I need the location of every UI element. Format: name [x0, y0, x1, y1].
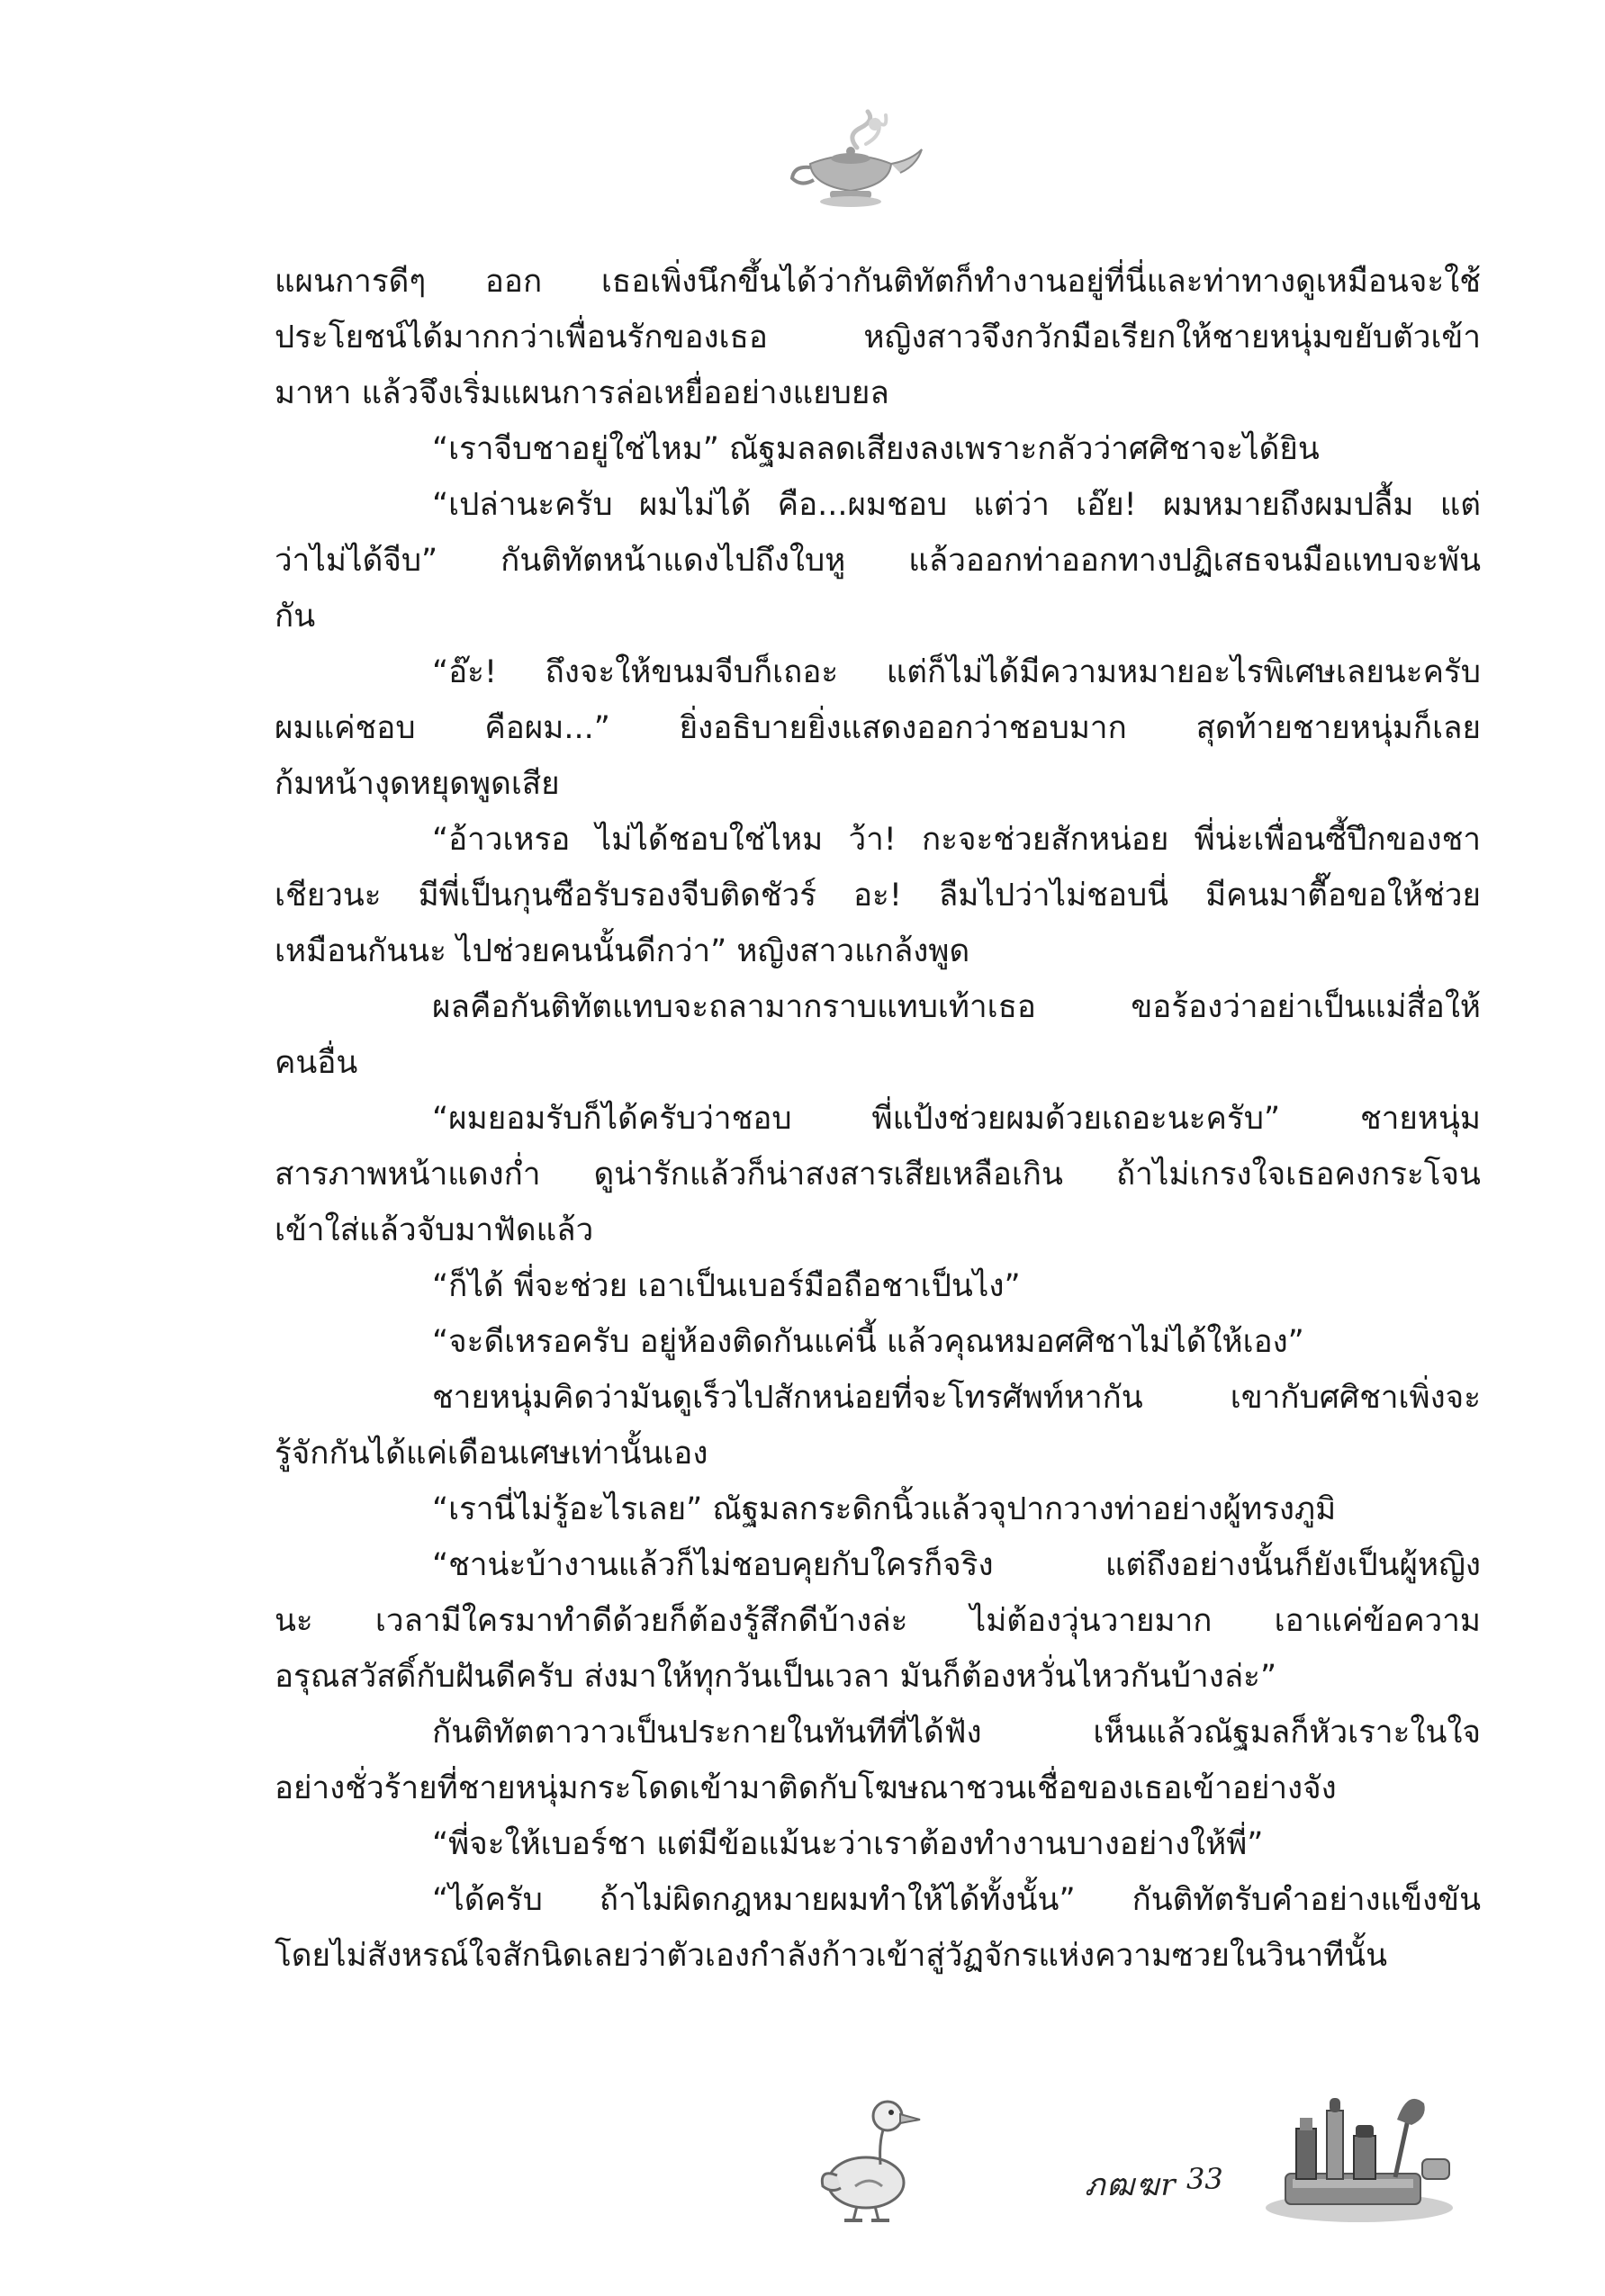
text-line: นะ เวลามีใครมาทำดีด้วยก็ต้องรู้สึกดีบ้างล่ะ ไม่ต้องวุ่นวายมาก เอาแค่ข้อความ — [275, 1603, 1481, 1639]
text-line: ว่าไม่ได้จีบ” กันติทัตหน้าแดงไปถึงใบหู แล้วออกท่าออกทางปฏิเสธจนมือแทบจะพัน — [275, 543, 1481, 579]
text-line: ผมแค่ชอบ คือผม...” ยิ่งอธิบายยิ่งแสดงออกว่าชอบมาก สุดท้ายชายหนุ่มก็เลย — [275, 710, 1481, 746]
text-line: คนอื่น — [275, 1045, 358, 1081]
genie-lamp-icon — [774, 108, 927, 216]
text-line: กัน — [275, 599, 316, 635]
text-line: ผลคือกันติทัตแทบจะถลามากราบแทบเท้าเธอ ขอร้องว่าอย่าเป็นแม่สื่อให้ — [432, 989, 1481, 1025]
text-line: “จะดีเหรอครับ อยู่ห้องติดกันแค่นี้ แล้วคุณหมอศศิชาไม่ได้ให้เอง” — [432, 1324, 1304, 1360]
text-line: อย่างชั่วร้ายที่ชายหนุ่มกระโดดเข้ามาติดกับโฆษณาชวนเชื่อของเธอเข้าอย่างจัง — [275, 1770, 1337, 1806]
text-line: มาหา แล้วจึงเริ่มแผนการล่อเหยื่ออย่างแยบยล — [275, 375, 889, 411]
page-number: 33 — [1186, 2162, 1223, 2196]
text-line: “ก็ได้ พี่จะช่วย เอาเป็นเบอร์มือถือชาเป็นไง” — [432, 1268, 1021, 1304]
footer-brand: ภฒฆr — [1085, 2167, 1177, 2203]
text-line: เข้าใส่แล้วจับมาฟัดแล้ว — [275, 1212, 594, 1248]
text-line: ก้มหน้างุดหยุดพูดเสีย — [275, 766, 560, 802]
text-line: “ได้ครับ ถ้าไม่ผิดกฎหมายผมทำให้ได้ทั้งนั้น” กันติทัตรับคำอย่างแข็งขัน — [432, 1882, 1481, 1918]
text-line: แผนการดีๆ ออก เธอเพิ่งนึกขึ้นได้ว่ากันติทัตก็ทำงานอยู่ที่นี่และท่าทางดูเหมือนจะใช้ — [275, 264, 1481, 300]
text-line: สารภาพหน้าแดงก่ำ ดูน่ารักแล้วก็น่าสงสารเสียเหลือเกิน ถ้าไม่เกรงใจเธอคงกระโจน — [275, 1157, 1481, 1193]
text-line: “เรานี่ไม่รู้อะไรเลย” ณัฐมลกระดิกนิ้วแล้วจุปากวางท่าอย่างผู้ทรงภูมิ — [432, 1491, 1337, 1527]
text-line: โดยไม่สังหรณ์ใจสักนิดเลยว่าตัวเองกำลังก้าวเข้าสู่วัฏจักรแห่งความซวยในวินาทีนั้น — [275, 1938, 1388, 1974]
text-line: “อ้าวเหรอ ไม่ได้ชอบใช่ไหม ว้า! กะจะช่วยสักหน่อย พี่น่ะเพื่อนซี้ปึกของชา — [432, 822, 1481, 858]
text-line: “ผมยอมรับก็ได้ครับว่าชอบ พี่แป้งช่วยผมด้วยเถอะนะครับ” ชายหนุ่ม — [432, 1101, 1481, 1137]
text-line: “พี่จะให้เบอร์ชา แต่มีข้อแม้นะว่าเราต้องทำงานบางอย่างให้พี่” — [432, 1826, 1264, 1862]
text-line: รู้จักกันได้แค่เดือนเศษเท่านั้นเอง — [275, 1436, 708, 1472]
text-line: “ชาน่ะบ้างานแล้วก็ไม่ชอบคุยกับใครก็จริง แต่ถึงอย่างนั้นก็ยังเป็นผู้หญิง — [432, 1547, 1481, 1583]
duck-icon — [810, 2093, 927, 2228]
text-line: “อ๊ะ! ถึงจะให้ขนมจีบก็เถอะ แต่ก็ไม่ได้มีความหมายอะไรพิเศษเลยนะครับ — [432, 654, 1481, 690]
text-line: “เปล่านะครับ ผมไม่ได้ คือ...ผมชอบ แต่ว่า เอ๊ย! ผมหมายถึงผมปลื้ม แต่ — [432, 487, 1481, 523]
cosmetics-icon — [1260, 2084, 1458, 2228]
text-line: กันติทัตตาวาวเป็นประกายในทันทีที่ได้ฟัง เห็นแล้วณัฐมลก็หัวเราะในใจ — [432, 1715, 1481, 1751]
text-line: เหมือนกันนะ ไปช่วยคนนั้นดีกว่า” หญิงสาวแกล้งพูด — [275, 933, 970, 969]
text-line: “เราจีบชาอยู่ใช่ไหม” ณัฐมลลดเสียงลงเพราะกลัวว่าศศิชาจะได้ยิน — [432, 431, 1320, 467]
text-line: ประโยชน์ได้มากกว่าเพื่อนรักของเธอ หญิงสาวจึงกวักมือเรียกให้ชายหนุ่มขยับตัวเข้า — [275, 320, 1481, 356]
text-line: อรุณสวัสดิ์กับฝันดีครับ ส่งมาให้ทุกวันเป็นเวลา มันก็ต้องหวั่นไหวกันบ้างล่ะ” — [275, 1659, 1277, 1695]
text-line: ชายหนุ่มคิดว่ามันดูเร็วไปสักหน่อยที่จะโทรศัพท์หากัน เขากับศศิชาเพิ่งจะ — [432, 1380, 1481, 1416]
text-line: เชียวนะ มีพี่เป็นกุนซือรับรองจีบติดชัวร์ อะ! ลืมไปว่าไม่ชอบนี่ มีคนมาตื๊อขอให้ช่วย — [275, 878, 1481, 914]
